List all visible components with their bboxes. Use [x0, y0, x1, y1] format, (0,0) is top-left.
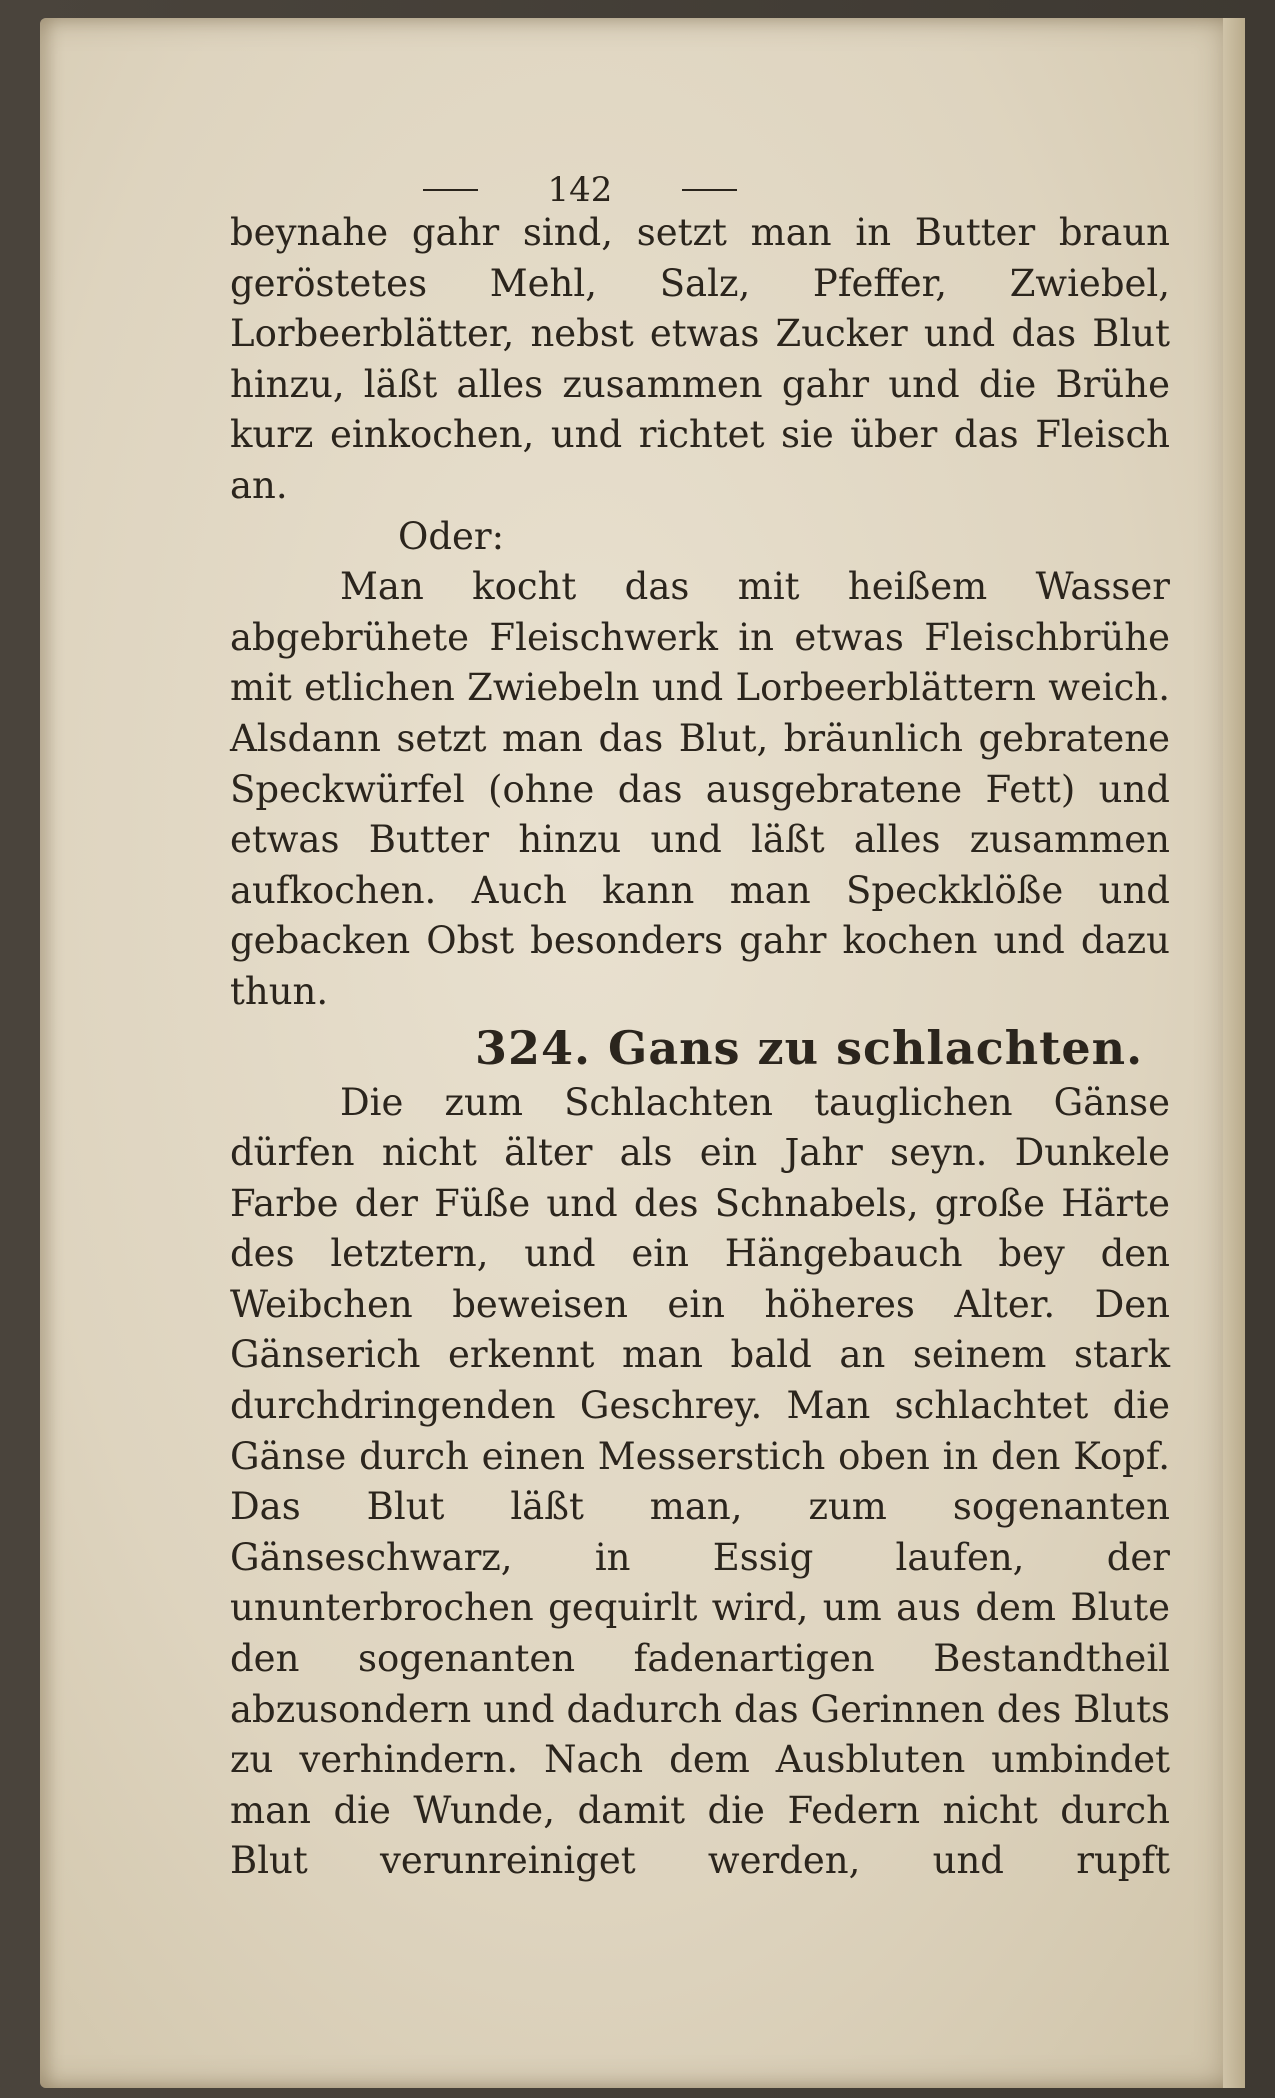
header-dash-left	[423, 189, 478, 191]
page-header	[230, 170, 930, 210]
section-heading: 324. Gans zu schlachten.	[475, 1020, 1144, 1075]
oder-label: Oder:	[398, 514, 505, 558]
paragraph-continued: beynahe gahr sind, setzt man in Butter braun geröstetes Mehl, Salz, Pfeffer, Zwiebel, Lorbeerblätter, nebst etwas Zucker und das Blut hinzu, läßt alles zusammen gahr und die Brühe kurz einkochen, und richtet sie über das Fleisch an.	[230, 211, 1170, 507]
page-edge	[1223, 18, 1245, 2088]
paragraph-oder: Man kocht das mit heißem Wasser abgebrühete Fleischwerk in etwas Fleischbrühe mit etlichen Zwiebeln und Lorbeerblättern weich. Alsdann setzt man das Blut, bräunlich gebratene Speckwürfel (ohne das ausgebratene Fett) und etwas Butter hinzu und läßt alles zusammen aufkochen. Auch kann man Speckklöße und gebacken Obst besonders gahr kochen und dazu thun.	[230, 565, 1170, 1013]
paragraph-gans: Die zum Schlachten tauglichen Gänse dürfen nicht älter als ein Jahr seyn. Dunkele Farbe der Füße und des Schnabels, große Härte des letztern, und ein Hängebauch bey den Weibchen beweisen ein höheres Alter. Den Gänserich erkennt man bald an seinem stark durchdringenden Geschrey. Man schlachtet die Gänse durch einen Messerstich oben in den Kopf. Das Blut läßt man, zum sogenanten Gänseschwarz, in Essig laufen, der ununterbrochen gequirlt wird, um aus dem Blute den sogenanten fadenartigen Bestandtheil abzusondern und dadurch das Gerinnen des Bluts zu verhindern. Nach dem Ausbluten umbindet man die Wunde, damit die Federn nicht durch Blut verunreiniget werden, und rupft	[230, 1080, 1170, 1883]
page-number: 142	[547, 170, 613, 210]
header-dash-right	[682, 189, 737, 191]
page-text	[230, 208, 1170, 1887]
